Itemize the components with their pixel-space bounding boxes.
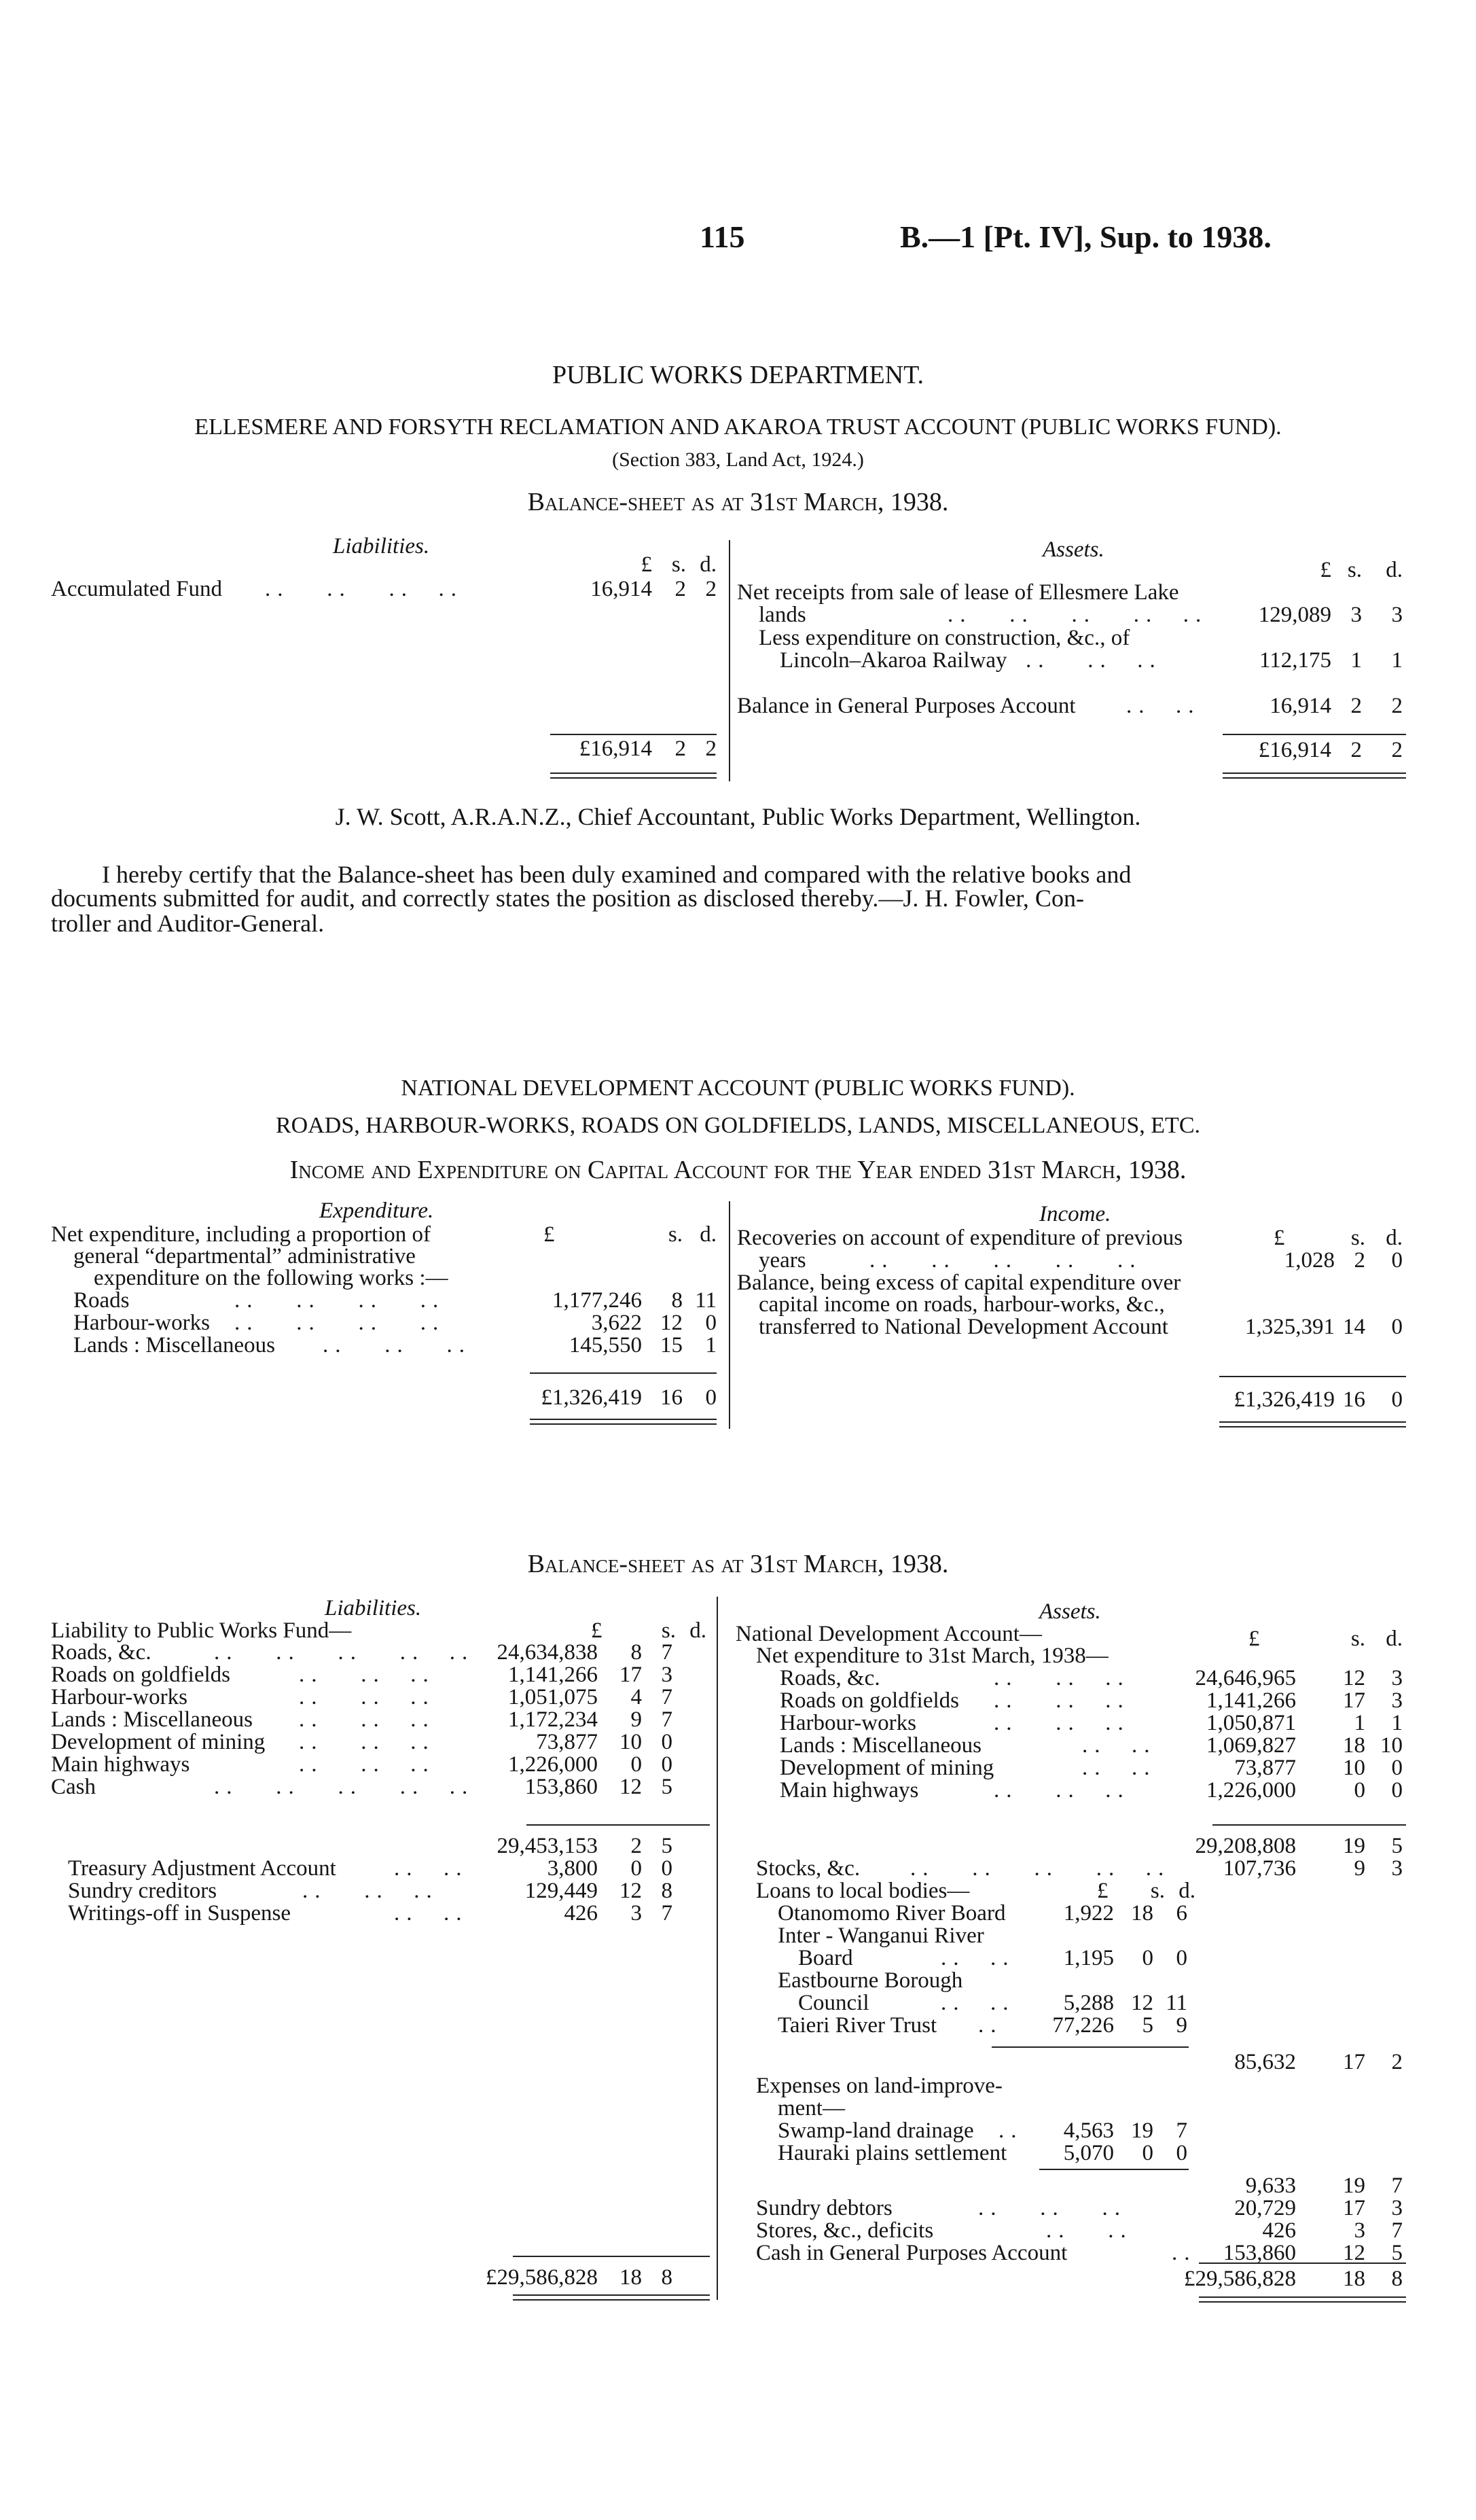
leader-dots: .. .. .. — [302, 1879, 439, 1903]
liab-subtotal-amount: 29,453,153 — [497, 1834, 598, 1858]
ellesmere-assets-pound-header: £ — [1320, 558, 1331, 582]
exp-item-lands-s: 15 — [660, 1333, 683, 1357]
income-expenditure-divider — [729, 1201, 730, 1429]
liab-item-d: 7 — [661, 1640, 672, 1665]
ellesmere-liab-d-header: d. — [700, 552, 717, 577]
ellesmere-asset-3-d: 2 — [1391, 694, 1403, 718]
loan-4-amount: 77,226 — [1052, 2013, 1114, 2038]
ellesmere-liab-pound-header: £ — [641, 552, 652, 577]
loan-2-amount: 1,195 — [1063, 1946, 1114, 1970]
income-1-amount: 1,028 — [1284, 1248, 1335, 1273]
income-heading: Income. — [1039, 1202, 1111, 1226]
liab-item-label: Cash — [51, 1775, 96, 1799]
liab-item-amount: 153,860 — [524, 1775, 598, 1799]
liab-item-d: 5 — [661, 1775, 672, 1799]
exp-item-roads-label: Roads — [73, 1288, 130, 1313]
loan-2-line-2: Board — [798, 1946, 853, 1970]
liab-total-double-rule — [513, 2294, 710, 2301]
liab-item-amount: 73,877 — [536, 1730, 598, 1754]
liab-other-3-amount: 426 — [564, 1901, 598, 1926]
liab-subtotal-d: 5 — [661, 1834, 672, 1858]
exp-pound-header: £ — [543, 1222, 555, 1247]
income-rule — [1219, 1376, 1406, 1377]
balance-sheet-title: Balance-sheet as at 31st March, 1938. — [527, 1550, 949, 1578]
exp-rule — [530, 1372, 717, 1374]
income-1-line-1: Recoveries on account of expenditure of previous — [737, 1226, 1183, 1250]
asset-total-rule — [1199, 2262, 1406, 2264]
leader-dots: .. .. — [1126, 694, 1201, 718]
loan-4-d: 9 — [1176, 2013, 1187, 2038]
loan-3-d: 11 — [1166, 1991, 1187, 2015]
liab-total-amount: £29,586,828 — [486, 2265, 598, 2290]
other-asset-1-amount: 20,729 — [1234, 2196, 1296, 2220]
stocks-s: 9 — [1354, 1856, 1365, 1881]
ellesmere-sheet-title: Balance-sheet as at 31st March, 1938. — [527, 488, 949, 516]
certificate-line-3: troller and Auditor-General. — [51, 910, 325, 937]
income-double-rule — [1219, 1421, 1406, 1427]
loans-heading: Loans to local bodies— — [756, 1879, 970, 1903]
leader-dots: .. .. .. — [323, 1333, 471, 1357]
leader-dots: .. .. .. — [978, 2196, 1127, 2220]
exp-item-harbour-s: 12 — [660, 1311, 683, 1335]
liab-total-rule — [513, 2256, 710, 2257]
liab-other-3-s: 3 — [630, 1901, 642, 1926]
liab-other-1-d: 0 — [661, 1856, 672, 1881]
asset-items — [780, 1667, 1411, 1803]
exp-item-roads-amount: 1,177,246 — [552, 1288, 642, 1313]
leader-dots: .. .. .. .. .. — [948, 603, 1208, 627]
expense-2-label: Hauraki plains settlement — [778, 2141, 1007, 2165]
asset-item-s: 0 — [1354, 1778, 1365, 1803]
leader-dots: .. .. — [941, 1946, 1015, 1970]
liab-item-amount: 1,051,075 — [508, 1685, 598, 1709]
ellesmere-liab-d: 2 — [705, 577, 717, 601]
income-2-line-3: transferred to National Development Account — [759, 1315, 1168, 1339]
liab-other-1-s: 0 — [630, 1856, 642, 1881]
ellesmere-liab-s: 2 — [674, 577, 686, 601]
liab-item-d: 7 — [661, 1707, 672, 1732]
asset-item-amount: 1,050,871 — [1206, 1711, 1296, 1735]
leader-dots: .. .. — [1082, 1733, 1157, 1758]
asset-total-s: 18 — [1343, 2267, 1365, 2291]
liab-item-d: 7 — [661, 1685, 672, 1709]
income-1-line-2: years — [759, 1248, 806, 1273]
asset-item-label: Harbour-works — [780, 1711, 916, 1735]
loan-2-line-1: Inter - Wanganui River — [778, 1923, 984, 1948]
balance-liab-s-header: s. — [661, 1618, 676, 1643]
exp-item-lands-label: Lands : Miscellaneous — [73, 1333, 275, 1357]
liab-item-d: 3 — [661, 1663, 672, 1687]
loans-rule — [992, 2046, 1189, 2048]
liab-item-s: 8 — [630, 1640, 642, 1665]
balance-assets-heading: Assets. — [1039, 1599, 1101, 1624]
exp-total-amount: £1,326,419 — [541, 1385, 642, 1410]
leader-dots: .. .. .. — [299, 1707, 435, 1732]
leader-dots: .. .. .. .. — [234, 1288, 446, 1313]
balance-asset-s-header: s. — [1350, 1627, 1365, 1651]
asset-item-s: 17 — [1343, 1688, 1365, 1713]
exp-item-harbour-d: 0 — [705, 1311, 717, 1335]
other-asset-3-amount: 153,860 — [1223, 2241, 1296, 2265]
expense-2-d: 0 — [1176, 2141, 1187, 2165]
leader-dots: .. — [1172, 2241, 1197, 2265]
loans-pound-header: £ — [1097, 1879, 1109, 1903]
ellesmere-liab-s-header: s. — [671, 552, 686, 577]
asset-subgroup-heading: Net expenditure to 31st March, 1938— — [756, 1644, 1109, 1668]
leader-dots: .. .. .. — [299, 1663, 435, 1687]
ellesmere-assets-d-header: d. — [1386, 558, 1403, 582]
ellesmere-liab-total-s: 2 — [674, 737, 686, 761]
liab-total-s: 18 — [619, 2265, 642, 2290]
leader-dots: .. .. .. — [994, 1666, 1130, 1690]
ellesmere-liab-total-d: 2 — [705, 737, 717, 761]
exp-item-lands-d: 1 — [705, 1333, 717, 1357]
liab-items — [51, 1641, 717, 1803]
expense-1-amount: 4,563 — [1063, 2118, 1114, 2143]
exp-total-d: 0 — [705, 1385, 717, 1410]
liab-item-s: 10 — [619, 1730, 642, 1754]
liab-item-s: 12 — [619, 1775, 642, 1799]
ellesmere-asset-total: £16,914 — [1258, 738, 1331, 762]
liab-item-label: Lands : Miscellaneous — [51, 1707, 253, 1732]
liab-item-amount: 1,226,000 — [508, 1752, 598, 1777]
liab-item-s: 9 — [630, 1707, 642, 1732]
other-asset-2-s: 3 — [1354, 2218, 1365, 2243]
expenses-rule — [1039, 2169, 1189, 2170]
expense-1-d: 7 — [1176, 2118, 1187, 2143]
leader-dots: .. .. .. .. .. — [910, 1856, 1171, 1881]
balance-liab-pound-header: £ — [591, 1618, 602, 1643]
other-asset-3-s: 12 — [1343, 2241, 1365, 2265]
leader-dots: .. .. .. — [299, 1730, 435, 1754]
liab-group-heading: Liability to Public Works Fund— — [51, 1618, 352, 1643]
ellesmere-asset-double-rule — [1223, 773, 1406, 779]
income-2-d: 0 — [1391, 1315, 1403, 1339]
ellesmere-assets-s-header: s. — [1347, 558, 1362, 582]
ellesmere-liab-amount: 16,914 — [590, 577, 652, 601]
asset-item-s: 10 — [1343, 1756, 1365, 1780]
expenses-total-s: 19 — [1343, 2173, 1365, 2198]
expenses-heading-line-2: ment— — [778, 2096, 845, 2120]
asset-item-s: 18 — [1343, 1733, 1365, 1758]
loans-total-s: 17 — [1343, 2050, 1365, 2074]
ellesmere-asset-1-line1: Net receipts from sale of lease of Ellesmere Lake — [737, 580, 1179, 605]
liab-subtotal-s: 2 — [630, 1834, 642, 1858]
expense-1-s: 19 — [1131, 2118, 1153, 2143]
liab-other-2-amount: 129,449 — [524, 1879, 598, 1903]
liab-other-3-label: Writings-off in Suspense — [68, 1901, 291, 1926]
leader-dots: .. .. .. .. — [234, 1311, 446, 1335]
exp-intro-line-1: Net expenditure, including a proportion of — [51, 1222, 431, 1247]
national-account-subtitle: ROADS, HARBOUR-WORKS, ROADS ON GOLDFIELDS, LANDS, MISCELLANEOUS, ETC. — [275, 1113, 1200, 1138]
other-asset-1-s: 17 — [1343, 2196, 1365, 2220]
other-asset-2-amount: 426 — [1262, 2218, 1296, 2243]
liab-item-label: Roads on goldfields — [51, 1663, 230, 1687]
liab-item-d: 0 — [661, 1752, 672, 1777]
ellesmere-subtitle: (Section 383, Land Act, 1924.) — [612, 448, 864, 471]
asset-group-heading: National Development Account— — [736, 1622, 1042, 1646]
income-1-s: 2 — [1354, 1248, 1365, 1273]
loans-s-header: s. — [1150, 1879, 1165, 1903]
loans-total-d: 2 — [1391, 2050, 1403, 2074]
income-total-d: 0 — [1391, 1387, 1403, 1412]
exp-s-header: s. — [668, 1222, 683, 1247]
ellesmere-asset-1-d: 3 — [1391, 603, 1403, 627]
loan-3-line-2: Council — [798, 1991, 869, 2015]
liab-other-1-label: Treasury Adjustment Account — [68, 1856, 336, 1881]
loan-3-line-1: Eastbourne Borough — [778, 1968, 963, 1993]
stocks-amount: 107,736 — [1223, 1856, 1296, 1881]
ellesmere-asset-1-amount: 129,089 — [1258, 603, 1331, 627]
liab-item-label: Harbour-works — [51, 1685, 187, 1709]
expense-1-label: Swamp-land drainage — [778, 2118, 974, 2143]
asset-total-d: 8 — [1391, 2267, 1403, 2291]
asset-item-label: Roads, &c. — [780, 1666, 880, 1690]
liab-item-label: Main highways — [51, 1752, 190, 1777]
document-reference: B.—1 [Pt. IV], Sup. to 1938. — [900, 219, 1272, 254]
liab-other-1-amount: 3,800 — [547, 1856, 598, 1881]
ellesmere-asset-3-label: Balance in General Purposes Account — [737, 694, 1076, 718]
page-number: 115 — [700, 219, 745, 254]
exp-item-harbour-amount: 3,622 — [591, 1311, 642, 1335]
income-2-s: 14 — [1343, 1315, 1365, 1339]
income-2-amount: 1,325,391 — [1245, 1315, 1335, 1339]
asset-item-s: 12 — [1343, 1666, 1365, 1690]
balance-asset-pound-header: £ — [1248, 1627, 1260, 1651]
ellesmere-asset-rule — [1223, 734, 1406, 735]
asset-item-d: 3 — [1391, 1666, 1403, 1690]
ellesmere-asset-1-line2: lands — [759, 603, 806, 627]
leader-dots: .. .. .. .. — [265, 577, 463, 601]
ellesmere-liabilities-heading: Liabilities. — [333, 534, 430, 558]
asset-item-amount: 24,646,965 — [1195, 1666, 1296, 1690]
liab-subtotal-rule — [526, 1824, 710, 1826]
balance-liabilities-heading: Liabilities. — [325, 1596, 422, 1620]
asset-item-label: Lands : Miscellaneous — [780, 1733, 982, 1758]
leader-dots: .. — [978, 2013, 1003, 2038]
asset-item-d: 10 — [1380, 1733, 1403, 1758]
leader-dots: .. .. — [1046, 2218, 1133, 2243]
asset-item-amount: 1,226,000 — [1206, 1778, 1296, 1803]
expenses-heading-line-1: Expenses on land-improve- — [756, 2074, 1003, 2098]
asset-item-amount: 1,069,827 — [1206, 1733, 1296, 1758]
ellesmere-liab-total: £16,914 — [579, 737, 652, 761]
department-title: PUBLIC WORKS DEPARTMENT. — [552, 361, 924, 389]
ellesmere-liab-rule — [550, 734, 717, 735]
liab-item-s: 4 — [630, 1685, 642, 1709]
expenses-total-d: 7 — [1391, 2173, 1403, 2198]
asset-item-label: Main highways — [780, 1778, 919, 1803]
ellesmere-asset-3-s: 2 — [1350, 694, 1362, 718]
liab-other-2-s: 12 — [619, 1879, 642, 1903]
asset-item-amount: 1,141,266 — [1206, 1688, 1296, 1713]
income-2-line-2: capital income on roads, harbour-works, &c., — [759, 1292, 1165, 1317]
expense-2-s: 0 — [1142, 2141, 1153, 2165]
exp-item-roads-s: 8 — [671, 1288, 683, 1313]
asset-item-label: Roads on goldfields — [780, 1688, 959, 1713]
income-s-header: s. — [1350, 1226, 1365, 1250]
ellesmere-asset-1-s: 3 — [1350, 603, 1362, 627]
ellesmere-divider — [729, 540, 730, 781]
other-asset-3-label: Cash in General Purposes Account — [756, 2241, 1068, 2265]
loan-4-s: 5 — [1142, 2013, 1153, 2038]
expenditure-heading: Expenditure. — [319, 1199, 434, 1223]
ellesmere-asset-2-amount: 112,175 — [1259, 648, 1331, 673]
leader-dots: .. .. .. — [299, 1685, 435, 1709]
exp-item-lands-amount: 145,550 — [569, 1333, 642, 1357]
leader-dots: .. .. .. — [994, 1711, 1130, 1735]
leader-dots: .. .. .. .. .. — [214, 1775, 475, 1799]
income-2-line-1: Balance, being excess of capital expenditure over — [737, 1271, 1181, 1295]
ellesmere-account-title: ELLESMERE AND FORSYTH RECLAMATION AND AKAROA TRUST ACCOUNT (PUBLIC WORKS FUND). — [194, 414, 1282, 440]
asset-item-d: 1 — [1391, 1711, 1403, 1735]
certificate-line-2: documents submitted for audit, and correctly states the position as disclosed thereby.—J. H. Fowler, Con- — [51, 885, 1084, 912]
ellesmere-liab-double-rule — [550, 773, 717, 779]
leader-dots: .. .. — [941, 1991, 1015, 2015]
loans-total-amount: 85,632 — [1234, 2050, 1296, 2074]
income-pound-header: £ — [1274, 1226, 1285, 1250]
exp-item-harbour-label: Harbour-works — [73, 1311, 210, 1335]
balance-asset-d-header: d. — [1386, 1627, 1403, 1651]
liab-item-s: 0 — [630, 1752, 642, 1777]
liab-other-2-d: 8 — [661, 1879, 672, 1903]
national-account-title: NATIONAL DEVELOPMENT ACCOUNT (PUBLIC WORKS FUND). — [401, 1076, 1075, 1101]
other-asset-3-d: 5 — [1391, 2241, 1403, 2265]
certificate-line-1: I hereby certify that the Balance-sheet has been duly examined and compared with the relative books and — [102, 861, 1132, 888]
asset-item-label: Development of mining — [780, 1756, 994, 1780]
ellesmere-asset-3-amount: 16,914 — [1270, 694, 1331, 718]
ellesmere-asset-2-d: 1 — [1391, 648, 1403, 673]
leader-dots: .. .. .. — [1026, 648, 1162, 673]
asset-subtotal-s: 19 — [1343, 1834, 1365, 1858]
other-asset-2-label: Stores, &c., deficits — [756, 2218, 934, 2243]
liab-total-d: 8 — [661, 2265, 672, 2290]
accountant-signature: J. W. Scott, A.R.A.N.Z., Chief Accountant, Public Works Department, Wellington. — [335, 803, 1141, 830]
asset-item-amount: 73,877 — [1234, 1756, 1296, 1780]
leader-dots: .. .. .. — [994, 1778, 1130, 1803]
income-total-amount: £1,326,419 — [1234, 1387, 1335, 1412]
leader-dots: .. .. .. .. .. — [869, 1248, 1142, 1273]
ellesmere-asset-2-s: 1 — [1350, 648, 1362, 673]
loan-4-label: Taieri River Trust — [778, 2013, 937, 2038]
liab-other-3-d: 7 — [661, 1901, 672, 1926]
balance-sheet-divider — [717, 1597, 718, 2300]
balance-liab-d-header: d. — [689, 1618, 706, 1643]
liab-item-label: Development of mining — [51, 1730, 266, 1754]
other-asset-1-label: Sundry debtors — [756, 2196, 893, 2220]
loan-1-label: Otanomomo River Board — [778, 1901, 1006, 1926]
ellesmere-asset-2-line2: Lincoln–Akaroa Railway — [780, 648, 1007, 673]
liab-item-amount: 24,634,838 — [497, 1640, 598, 1665]
loan-2-s: 0 — [1142, 1946, 1153, 1970]
asset-item-s: 1 — [1354, 1711, 1365, 1735]
asset-subtotal-amount: 29,208,808 — [1195, 1834, 1296, 1858]
leader-dots: .. — [998, 2118, 1024, 2143]
loan-1-amount: 1,922 — [1063, 1901, 1114, 1926]
asset-item-d: 0 — [1391, 1778, 1403, 1803]
income-d-header: d. — [1386, 1226, 1403, 1250]
loan-3-amount: 5,288 — [1063, 1991, 1114, 2015]
income-total-s: 16 — [1343, 1387, 1365, 1412]
liab-item-amount: 1,141,266 — [508, 1663, 598, 1687]
asset-subtotal-d: 5 — [1391, 1834, 1403, 1858]
liab-item-amount: 1,172,234 — [508, 1707, 598, 1732]
asset-item-d: 3 — [1391, 1688, 1403, 1713]
exp-d-header: d. — [700, 1222, 717, 1247]
exp-intro-line-3: expenditure on the following works :— — [94, 1266, 448, 1290]
liab-item-d: 0 — [661, 1730, 672, 1754]
loan-3-s: 12 — [1131, 1991, 1153, 2015]
stocks-label: Stocks, &c. — [756, 1856, 861, 1881]
loan-2-d: 0 — [1176, 1946, 1187, 1970]
asset-subtotal-rule — [1212, 1824, 1406, 1826]
leader-dots: .. .. — [394, 1856, 469, 1881]
expenses-total-amount: 9,633 — [1245, 2173, 1296, 2198]
ellesmere-asset-total-s: 2 — [1350, 738, 1362, 762]
other-asset-2-d: 7 — [1391, 2218, 1403, 2243]
ellesmere-asset-2-line1: Less expenditure on construction, &c., of — [759, 626, 1130, 650]
leader-dots: .. .. .. .. .. — [214, 1640, 475, 1665]
loan-1-d: 6 — [1176, 1901, 1187, 1926]
loans-d-header: d. — [1178, 1879, 1195, 1903]
other-asset-1-d: 3 — [1391, 2196, 1403, 2220]
stocks-d: 3 — [1391, 1856, 1403, 1881]
leader-dots: .. .. — [1082, 1756, 1157, 1780]
leader-dots: .. .. .. — [994, 1688, 1130, 1713]
ellesmere-assets-heading: Assets. — [1043, 537, 1104, 562]
asset-item-d: 0 — [1391, 1756, 1403, 1780]
liab-other-2-label: Sundry creditors — [68, 1879, 217, 1903]
loan-1-s: 18 — [1131, 1901, 1153, 1926]
income-expenditure-title: Income and Expenditure on Capital Account for the Year ended 31st March, 1938. — [289, 1156, 1187, 1184]
asset-total-double-rule — [1199, 2296, 1406, 2303]
expense-2-amount: 5,070 — [1063, 2141, 1114, 2165]
ellesmere-liab-label: Accumulated Fund — [51, 577, 223, 601]
liab-item-s: 17 — [619, 1663, 642, 1687]
income-1-d: 0 — [1391, 1248, 1403, 1273]
liab-item-label: Roads, &c. — [51, 1640, 151, 1665]
asset-total-amount: £29,586,828 — [1184, 2267, 1296, 2291]
exp-double-rule — [530, 1419, 717, 1425]
leader-dots: .. .. — [394, 1901, 469, 1926]
exp-intro-line-2: general “departmental” administrative — [73, 1244, 416, 1268]
exp-item-roads-d: 11 — [695, 1288, 717, 1313]
exp-total-s: 16 — [660, 1385, 683, 1410]
ellesmere-asset-total-d: 2 — [1391, 738, 1403, 762]
leader-dots: .. .. .. — [299, 1752, 435, 1777]
